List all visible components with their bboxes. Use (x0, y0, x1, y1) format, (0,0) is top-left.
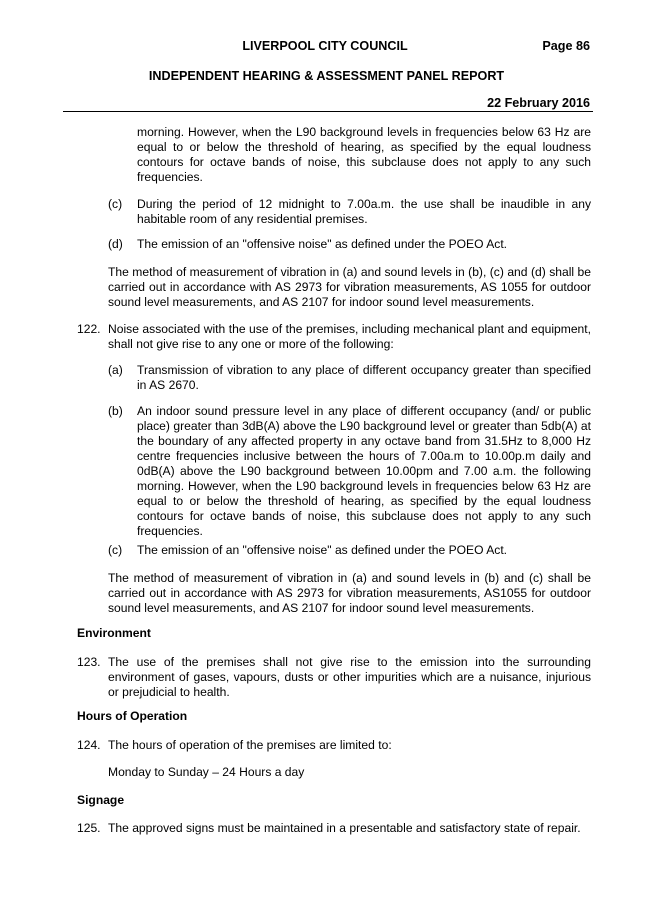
condition-124: The hours of operation of the premises are limited to: (108, 738, 392, 752)
condition-122-a: Transmission of vibration to any place of different occupancy greater than specified in AS 2670. (137, 363, 591, 392)
report-title: INDEPENDENT HEARING & ASSESSMENT PANEL REPORT (148, 69, 505, 83)
report-date: 22 February 2016 (487, 96, 590, 110)
condition-125: The approved signs must be maintained in a presentable and satisfactory state of repair. (108, 821, 581, 835)
condition-122-b-marker: (b) (108, 404, 123, 418)
condition-122-c: The emission of an "offensive noise" as defined under the POEO Act. (137, 543, 508, 557)
condition-122: Noise associated with the use of the premises, including mechanical plant and equipment, shall not give rise to any one or more of the following: (108, 322, 591, 351)
condition-121-c: During the period of 12 midnight to 7.00a.m. the use shall be inaudible in any habitable room of any residential premises. (137, 197, 591, 226)
condition-123: The use of the premises shall not give rise to the emission into the surrounding environment of gases, vapours, dusts or other impurities which are a nuisance, injurious or prejudicial to health. (108, 655, 591, 699)
condition-121-b-continued: morning. However, when the L90 background levels in frequencies below 63 Hz are equal to or below the threshold of hearing, as specified by the equal loudness contours for octave bands of noise, this subclause does not apply to any such frequencies. (137, 125, 591, 184)
heading-signage: Signage (77, 793, 125, 807)
condition-122-number: 122. (77, 322, 101, 336)
condition-122-b: An indoor sound pressure level in any place of different occupancy (and/ or public place) greater than 3dB(A) above the L90 background level or greater than 5db(A) at the boundary of any affected property in any octave band from 31.5Hz to 8,000 Hz centre frequencies inclusive between the hours of 7.00a.m to 10.00p.m daily and 0dB(A) above the L90 background between 10.00pm and 7.00 a.m. the following morning. However, when the L90 background levels in frequencies below 63 Hz are equal to or below the threshold of hearing, as specified by the equal loudness contours for octave bands of noise, this subclause does not apply to any such frequencies. (137, 404, 591, 538)
condition-122-c-marker: (c) (108, 543, 123, 557)
condition-121-d: The emission of an "offensive noise" as defined under the POEO Act. (137, 237, 508, 251)
condition-125-number: 125. (77, 821, 101, 835)
operating-hours: Monday to Sunday – 24 Hours a day (108, 765, 305, 779)
heading-hours-of-operation: Hours of Operation (77, 709, 188, 723)
condition-121-d-marker: (d) (108, 237, 123, 251)
header-divider (63, 111, 593, 112)
council-name: LIVERPOOL CITY COUNCIL (242, 39, 408, 53)
condition-122-a-marker: (a) (108, 363, 123, 377)
condition-121-c-marker: (c) (108, 197, 123, 211)
heading-environment: Environment (77, 626, 151, 640)
condition-122-method: The method of measurement of vibration in (a) and sound levels in (b) and (c) shall be carried out in accordance with AS 2973 for vibration measurements, AS1055 for outdoor sound level measurements, and AS 2107 for indoor sound level measurements. (108, 571, 591, 615)
condition-123-number: 123. (77, 655, 101, 669)
condition-124-number: 124. (77, 738, 101, 752)
page-number: Page 86 (542, 39, 590, 53)
condition-121-method: The method of measurement of vibration in (a) and sound levels in (b), (c) and (d) shall be carried out in accordance with AS 2973 for vibration measurements, AS 1055 for outdoor sound level measurements, and AS 2107 for indoor sound level measurements. (108, 265, 591, 309)
